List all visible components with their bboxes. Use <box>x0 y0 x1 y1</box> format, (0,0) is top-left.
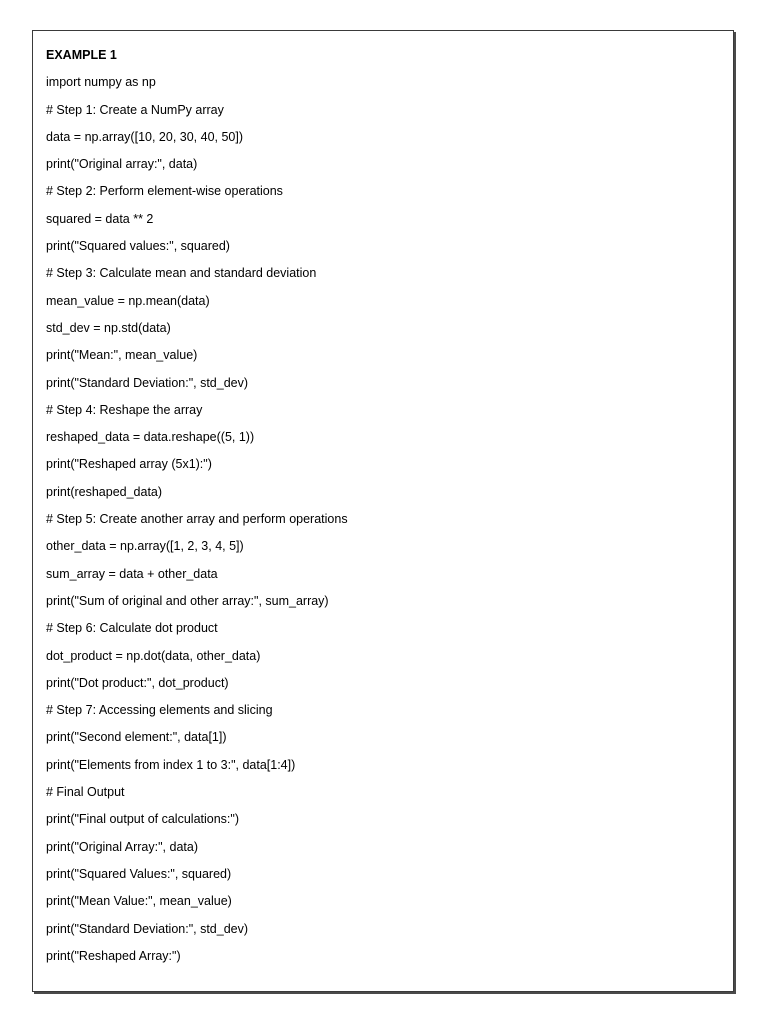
code-line: # Step 4: Reshape the array <box>46 402 203 417</box>
code-line: # Step 1: Create a NumPy array <box>46 102 224 117</box>
code-line: print("Elements from index 1 to 3:", data[1:4]) <box>46 757 296 772</box>
code-line: print("Dot product:", dot_product) <box>46 675 229 690</box>
code-line: squared = data ** 2 <box>46 211 154 226</box>
code-line: print("Final output of calculations:") <box>46 812 239 827</box>
code-line: # Step 3: Calculate mean and standard deviation <box>46 266 317 281</box>
code-line: # Step 7: Accessing elements and slicing <box>46 703 273 718</box>
code-line: # Step 2: Perform element-wise operations <box>46 184 283 199</box>
code-line: print("Original array:", data) <box>46 157 198 172</box>
code-line: # Step 5: Create another array and perform operations <box>46 512 348 527</box>
code-line: print("Original Array:", data) <box>46 839 198 854</box>
code-line: # Final Output <box>46 785 125 800</box>
code-line: data = np.array([10, 20, 30, 40, 50]) <box>46 129 244 144</box>
code-line: print("Reshaped Array:") <box>46 948 181 963</box>
code-line: print(reshaped_data) <box>46 484 163 499</box>
code-line: other_data = np.array([1, 2, 3, 4, 5]) <box>46 539 244 554</box>
code-line: print("Squared Values:", squared) <box>46 866 232 881</box>
code-line: sum_array = data + other_data <box>46 566 218 581</box>
code-line: import numpy as np <box>46 75 156 90</box>
code-line: reshaped_data = data.reshape((5, 1)) <box>46 430 255 445</box>
code-line: print("Sum of original and other array:", sum_array) <box>46 593 329 608</box>
code-listing <box>46 69 723 970</box>
code-line: mean_value = np.mean(data) <box>46 293 210 308</box>
code-line: dot_product = np.dot(data, other_data) <box>46 648 261 663</box>
code-line: print("Standard Deviation:", std_dev) <box>46 375 249 390</box>
code-line: std_dev = np.std(data) <box>46 320 171 335</box>
code-line: print("Mean:", mean_value) <box>46 348 198 363</box>
code-line: print("Mean Value:", mean_value) <box>46 894 232 909</box>
code-line: print("Second element:", data[1]) <box>46 730 227 745</box>
document-title: EXAMPLE 1 <box>46 48 117 62</box>
code-line: print("Reshaped array (5x1):") <box>46 457 212 472</box>
code-line: print("Squared values:", squared) <box>46 239 230 254</box>
document-content <box>46 42 723 970</box>
code-line: # Step 6: Calculate dot product <box>46 621 218 636</box>
document-page <box>32 30 734 992</box>
code-line: print("Standard Deviation:", std_dev) <box>46 921 249 936</box>
